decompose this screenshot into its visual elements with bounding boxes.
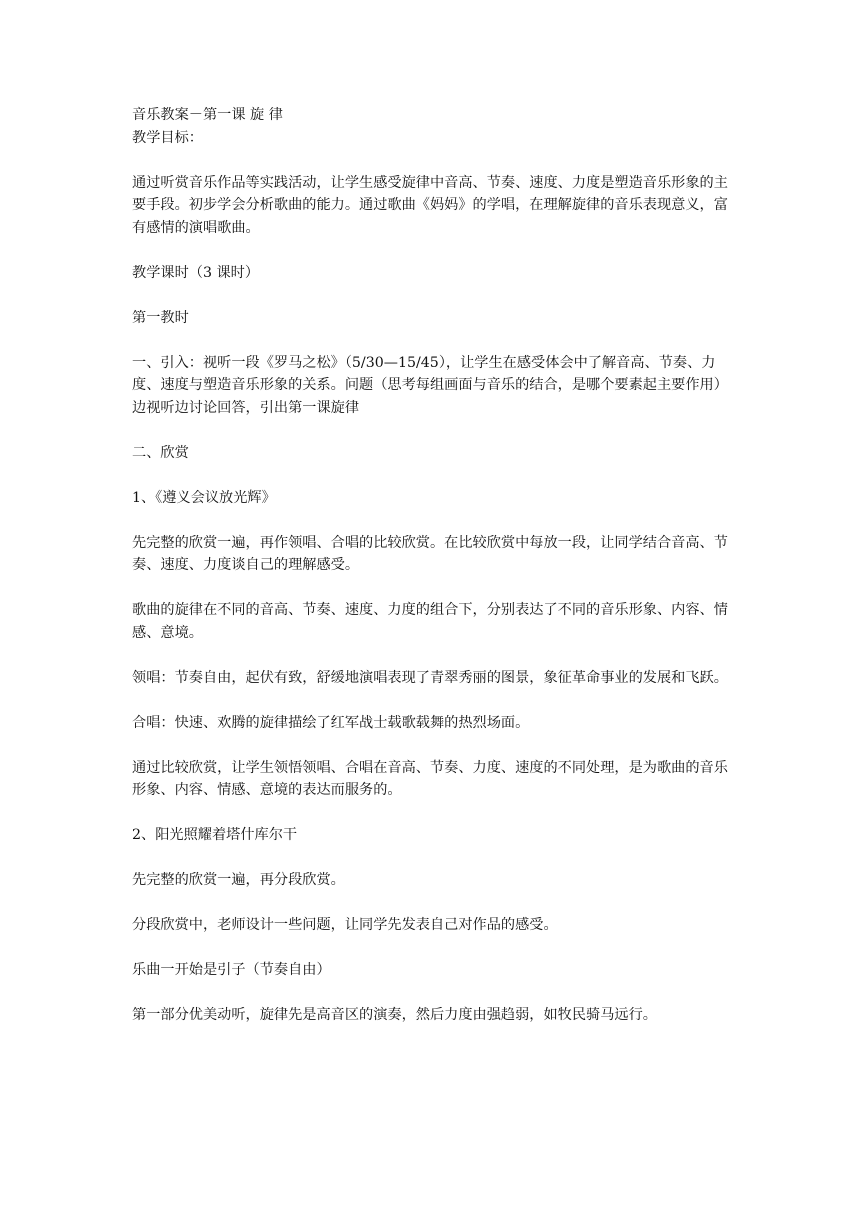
- document-title: 音乐教案－第一课 旋 律: [132, 107, 283, 123]
- spacer: [132, 329, 732, 352]
- spacer: [132, 149, 732, 172]
- appreciation-heading: 二、欣赏: [132, 444, 189, 461]
- spacer: [132, 847, 732, 870]
- spacer: [132, 892, 732, 915]
- objective-heading: 教学目标：: [132, 129, 203, 146]
- first-period-heading: 第一教时: [132, 309, 189, 326]
- spacer: [132, 802, 732, 825]
- piece1-paragraph-1: 先完整的欣赏一遍，再作领唱、合唱的比较欣赏。在比较欣赏中每放一段，让同学结合音高、节奏、速度、力度谈自己的理解感受。: [132, 534, 728, 573]
- objective-paragraph: 通过听赏音乐作品等实践活动，让学生感受旋律中音高、节奏、速度、力度是塑造音乐形象的主要手段。初步学会分析歌曲的能力。通过歌曲《妈妈》的学唱，在理解旋律的音乐表现意义，富有感情的演唱歌曲。: [132, 174, 728, 236]
- piece2-paragraph-2: 分段欣赏中，老师设计一些问题，让同学先发表自己对作品的感受。: [132, 917, 558, 933]
- piece2-paragraph-4: 第一部分优美动听，旋律先是高音区的演奏，然后力度由强趋弱，如牧民骑马远行。: [132, 1007, 657, 1023]
- lesson-hours: 教学课时（3 课时）: [132, 264, 260, 281]
- piece2-title: 2、阳光照耀着塔什库尔干: [132, 827, 298, 843]
- piece1-paragraph-4: 合唱：快速、欢腾的旋律描绘了红军战士载歌载舞的热烈场面。: [132, 714, 530, 731]
- piece1-title: 1、《遵义会议放光辉》: [132, 489, 276, 506]
- spacer: [132, 734, 732, 757]
- piece1-paragraph-3: 领唱：节奏自由，起伏有致，舒缓地演唱表现了青翠秀丽的图景，象征革命事业的发展和飞跃。: [132, 669, 728, 686]
- spacer: [132, 284, 732, 307]
- spacer: [132, 464, 732, 487]
- piece1-paragraph-5: 通过比较欣赏，让学生领悟领唱、合唱在音高、节奏、力度、速度的不同处理，是为歌曲的音乐形象、内容、情感、意境的表达而服务的。: [132, 759, 728, 798]
- spacer: [132, 419, 732, 442]
- spacer: [132, 689, 732, 712]
- spacer: [132, 577, 732, 600]
- piece1-paragraph-2: 歌曲的旋律在不同的音高、节奏、速度、力度的组合下，分别表达了不同的音乐形象、内容、情感、意境。: [132, 602, 728, 641]
- spacer: [132, 982, 732, 1005]
- spacer: [132, 937, 732, 960]
- piece2-paragraph-3: 乐曲一开始是引子（节奏自由）: [132, 962, 331, 978]
- intro-paragraph: 一、引入：视听一段《罗马之松》（5/30—15/45），让学生在感受体会中了解音高、节奏、力度、速度与塑造音乐形象的关系。问题（思考每组画面与音乐的结合，是哪个要素起主要作用）边视听边讨论回答，引出第一课旋律: [132, 354, 728, 416]
- spacer: [132, 239, 732, 262]
- spacer: [132, 509, 732, 532]
- spacer: [132, 644, 732, 667]
- piece2-paragraph-1: 先完整的欣赏一遍，再分段欣赏。: [132, 872, 345, 888]
- document-page: [132, 104, 732, 1027]
